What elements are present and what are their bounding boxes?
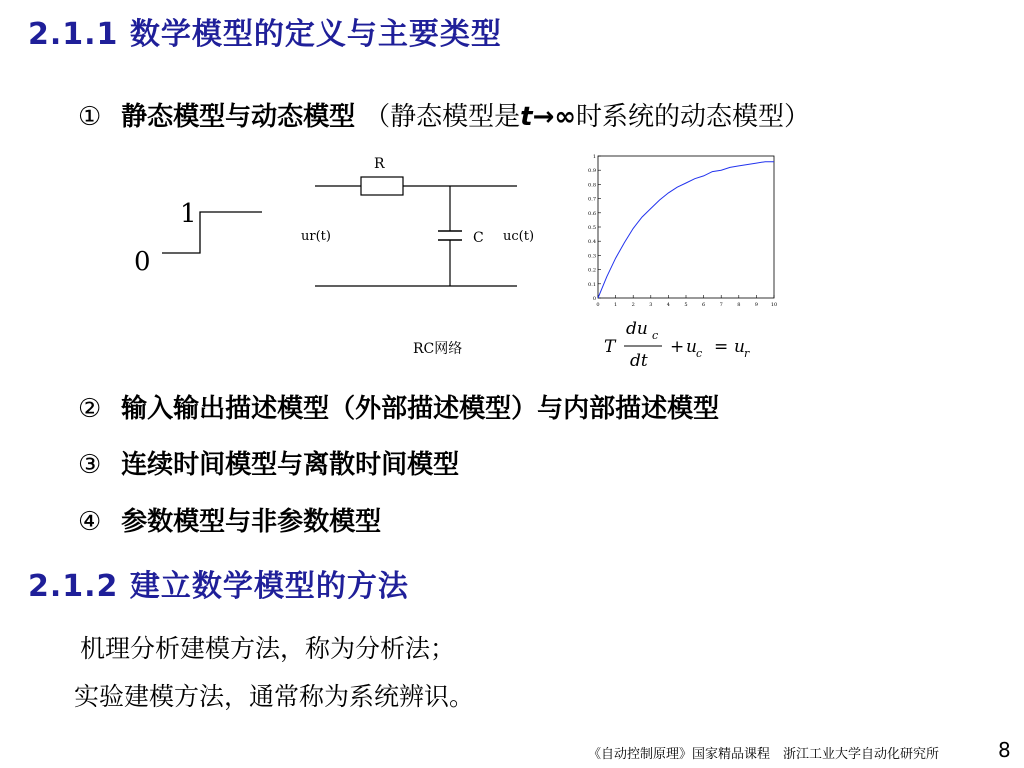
section-1-heading [28,16,608,54]
y-tick-label: 0.2 [588,267,596,274]
eq-uc: u [686,337,697,357]
list-item-3 [78,448,459,482]
eq-ur: u [734,337,745,357]
x-tick-label: 10 [770,302,778,308]
eq-numerator: du [626,319,648,339]
capacitor-label: C [473,230,484,246]
item-1-marker: ① [78,102,102,132]
item-1-note-arrow: →∞ [532,102,577,132]
x-tick-label: 8 [737,302,741,308]
section-2-heading [28,568,409,606]
eq-denominator: dt [630,351,648,371]
item-3-marker: ③ [78,450,102,480]
y-tick-label: 0.6 [588,210,596,217]
y-tick-label: 0.1 [588,281,596,288]
method-analytic: 机理分析建模方法，称为分析法； [80,634,456,663]
input-voltage-label: ur(t) [301,229,331,244]
circuit-caption: RC网络 [413,341,463,357]
x-tick-label: 1 [614,302,618,308]
eq-uc-sub: c [696,347,703,360]
page-number: 8 [998,738,1011,762]
x-tick-label: 9 [754,302,758,308]
response-curve-line [598,162,774,298]
eq-time-constant: T [604,337,616,357]
step-response-chart [580,148,785,313]
resistor-label: R [374,156,385,172]
step-low-label: 0 [134,247,151,277]
section-2-number: 2.1.2 [28,569,119,604]
y-tick-label: 1 [592,154,596,160]
x-tick-label: 3 [649,302,653,308]
item-1-text: 静态模型与动态模型 [121,102,356,132]
rc-circuit-diagram [295,148,540,363]
item-2-text: 输入输出描述模型（外部描述模型）与内部描述模型 [121,394,720,424]
x-tick-label: 4 [666,302,670,308]
footer-text: 《自动控制原理》国家精品课程 浙江工业大学自动化研究所 [588,747,940,762]
resistor-symbol [361,177,403,195]
y-tick-label: 0 [592,296,596,302]
y-tick-label: 0.8 [588,182,596,189]
item-3-text: 连续时间模型与离散时间模型 [121,450,460,480]
step-high-label: 1 [180,199,197,229]
item-1-note-close: 时系统的动态模型） [576,102,811,132]
x-tick-label: 2 [631,302,635,308]
eq-numerator-sub: c [652,329,659,342]
section-2-title: 建立数学模型的方法 [129,569,409,604]
list-item-2 [78,392,719,426]
y-tick-label: 0.9 [588,168,596,175]
section-1-title: 数学模型的定义与主要类型 [129,17,502,52]
step-signal-line [162,212,262,253]
list-item-1 [78,100,810,134]
step-input-figure [130,190,270,280]
y-tick-label: 0.4 [588,239,596,246]
eq-ur-sub: r [744,347,750,360]
item-1-note-var: t [520,102,533,132]
section-1-number: 2.1.1 [28,17,119,52]
item-4-marker: ④ [78,507,102,537]
eq-plus: + [670,337,685,357]
x-tick-label: 7 [719,302,723,308]
item-2-marker: ② [78,394,102,424]
y-tick-label: 0.5 [588,225,596,231]
list-item-4 [78,505,381,539]
item-4-text: 参数模型与非参数模型 [121,507,382,537]
x-tick-label: 6 [702,302,706,308]
y-tick-label: 0.3 [588,253,596,260]
item-1-note-open: （静态模型是 [364,102,521,132]
differential-equation [600,316,780,374]
x-tick-label: 0 [596,302,600,308]
method-identification: 实验建模方法，通常称为系统辨识。 [74,682,475,711]
output-voltage-label: uc(t) [503,229,535,244]
chart-plot-frame [598,156,774,298]
y-tick-label: 0.7 [588,196,596,203]
eq-equals: = [714,337,729,357]
x-tick-label: 5 [684,302,688,308]
